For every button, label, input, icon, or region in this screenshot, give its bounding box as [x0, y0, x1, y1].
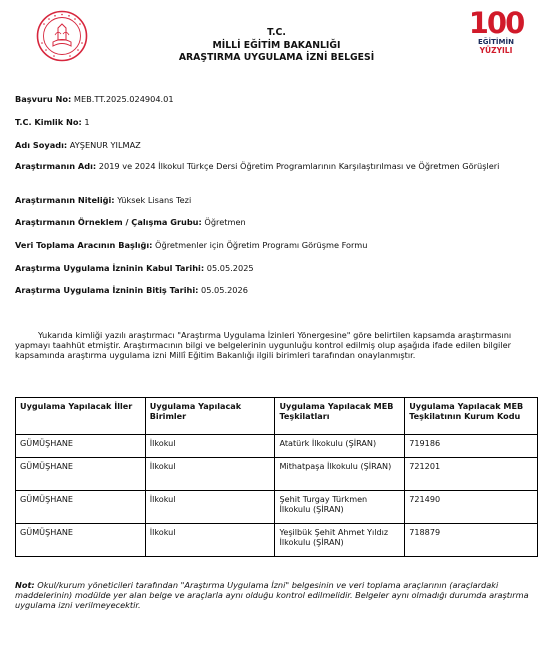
field-value: Öğretmen [204, 217, 246, 227]
field-name [15, 140, 540, 151]
cell-province: GÜMÜŞHANE [16, 435, 146, 458]
header-line-tc: T.C. [267, 27, 286, 38]
document-header [150, 27, 403, 65]
cell-unit: İlkokul [145, 491, 275, 524]
field-end-date [15, 285, 540, 296]
cell-code: 721201 [405, 458, 538, 491]
cell-code: 718879 [405, 524, 538, 557]
field-label: Adı Soyadı: [15, 140, 68, 150]
field-label: Veri Toplama Aracının Başlığı: [15, 240, 153, 250]
cell-code: 719186 [405, 435, 538, 458]
field-value: AYŞENUR YILMAZ [69, 140, 141, 150]
field-label: T.C. Kimlik No: [15, 117, 82, 127]
logo-line1: EĞİTİMİN [478, 38, 514, 46]
table-header-row [16, 398, 538, 435]
column-header-provinces: Uygulama Yapılacak İller [16, 398, 146, 435]
footer-note [15, 580, 535, 611]
cell-organization: Şehit Turgay Türkmen İlkokulu (ŞİRAN) [275, 491, 405, 524]
note-label: Not: [15, 580, 35, 590]
field-value: Yüksek Lisans Tezi [117, 195, 192, 205]
field-research-title [15, 161, 540, 172]
field-value: 1 [84, 117, 90, 127]
cell-organization: Atatürk İlkokulu (ŞİRAN) [275, 435, 405, 458]
table-row [16, 524, 538, 557]
cell-organization: Mithatpaşa İlkokulu (ŞİRAN) [275, 458, 405, 491]
table-row [16, 435, 538, 458]
field-research-type [15, 195, 540, 206]
field-sample-group [15, 217, 540, 228]
cell-unit: İlkokul [145, 435, 275, 458]
field-label: Araştırmanın Niteliği: [15, 195, 115, 205]
field-value: 2019 ve 2024 İlkokul Türkçe Dersi Öğretim Programlarının Karşılaştırılması ve Öğretmen Görüşleri [98, 161, 500, 171]
field-label: Araştırmanın Örneklem / Çalışma Grubu: [15, 217, 202, 227]
cell-province: GÜMÜŞHANE [16, 458, 146, 491]
cell-province: GÜMÜŞHANE [16, 524, 146, 557]
field-label: Araştırma Uygulama İzninin Kabul Tarihi: [15, 263, 205, 273]
header-line-ministry: MİLLİ EĞİTİM BAKANLIĞI [212, 39, 341, 51]
cell-unit: İlkokul [145, 458, 275, 491]
cell-unit: İlkokul [145, 524, 275, 557]
field-label: Araştırmanın Adı: [15, 161, 97, 171]
field-data-tool [15, 240, 540, 251]
field-tc-id [15, 117, 540, 128]
field-value: 05.05.2026 [201, 285, 248, 295]
table-row [16, 458, 538, 491]
column-header-units: Uygulama Yapılacak Birimler [145, 398, 275, 435]
table-row [16, 491, 538, 524]
application-units-table [15, 397, 538, 557]
cell-code: 721490 [405, 491, 538, 524]
field-value: MEB.TT.2025.024904.01 [73, 94, 174, 104]
field-application-no [15, 94, 540, 105]
column-header-institution-code: Uygulama Yapılacak MEB Teşkilatının Kurum Kodu [405, 398, 538, 435]
field-value: Öğretmenler için Öğretim Programı Görüşme Formu [155, 240, 368, 250]
field-label: Başvuru No: [15, 94, 72, 104]
document-title: ARAŞTIRMA UYGULAMA İZNİ BELGESİ [178, 52, 375, 63]
field-label: Araştırma Uygulama İzninin Bitiş Tarihi: [15, 285, 199, 295]
cell-province: GÜMÜŞHANE [16, 491, 146, 524]
approval-paragraph: Yukarıda kimliği yazılı araştırmacı "Araştırma Uygulama İzinleri Yönergesine" göre belirtilen kapsamda araştırmasını yapmayı taahhüt etmiştir. Araştırmacının bilgi ve belgelerinin uygunluğu kontrol edilmiş olup aşağıda ifade edilen bilgiler kapsamında araştırma uygulama izni Millî Eğitim Bakanlığı ilgili birimleri tarafından onaylanmıştır. [15, 330, 512, 361]
note-text: Okul/kurum yöneticileri tarafından "Araştırma Uygulama İzni" belgesinin ve veri toplama araçlarının (araçlardaki maddelerinin) modülde yer alan belge ve araçlarla aynı olduğu kontrol edilmelidir. Belgeler aynı olmadığı durumda araştırma uygulama izni verilmeyecektir. [15, 580, 529, 611]
field-value: 05.05.2025 [206, 263, 254, 273]
column-header-organizations: Uygulama Yapılacak MEB Teşkilatları [275, 398, 405, 435]
field-accept-date [15, 263, 540, 274]
meb-seal-logo [36, 10, 88, 62]
logo-line2: YÜZYILI [479, 46, 513, 55]
egitimin-yuzyili-logo [468, 8, 524, 74]
cell-organization: Yeşilbük Şehit Ahmet Yıldız İlkokulu (ŞİRAN) [275, 524, 405, 557]
logo-number: 100 [468, 6, 524, 40]
